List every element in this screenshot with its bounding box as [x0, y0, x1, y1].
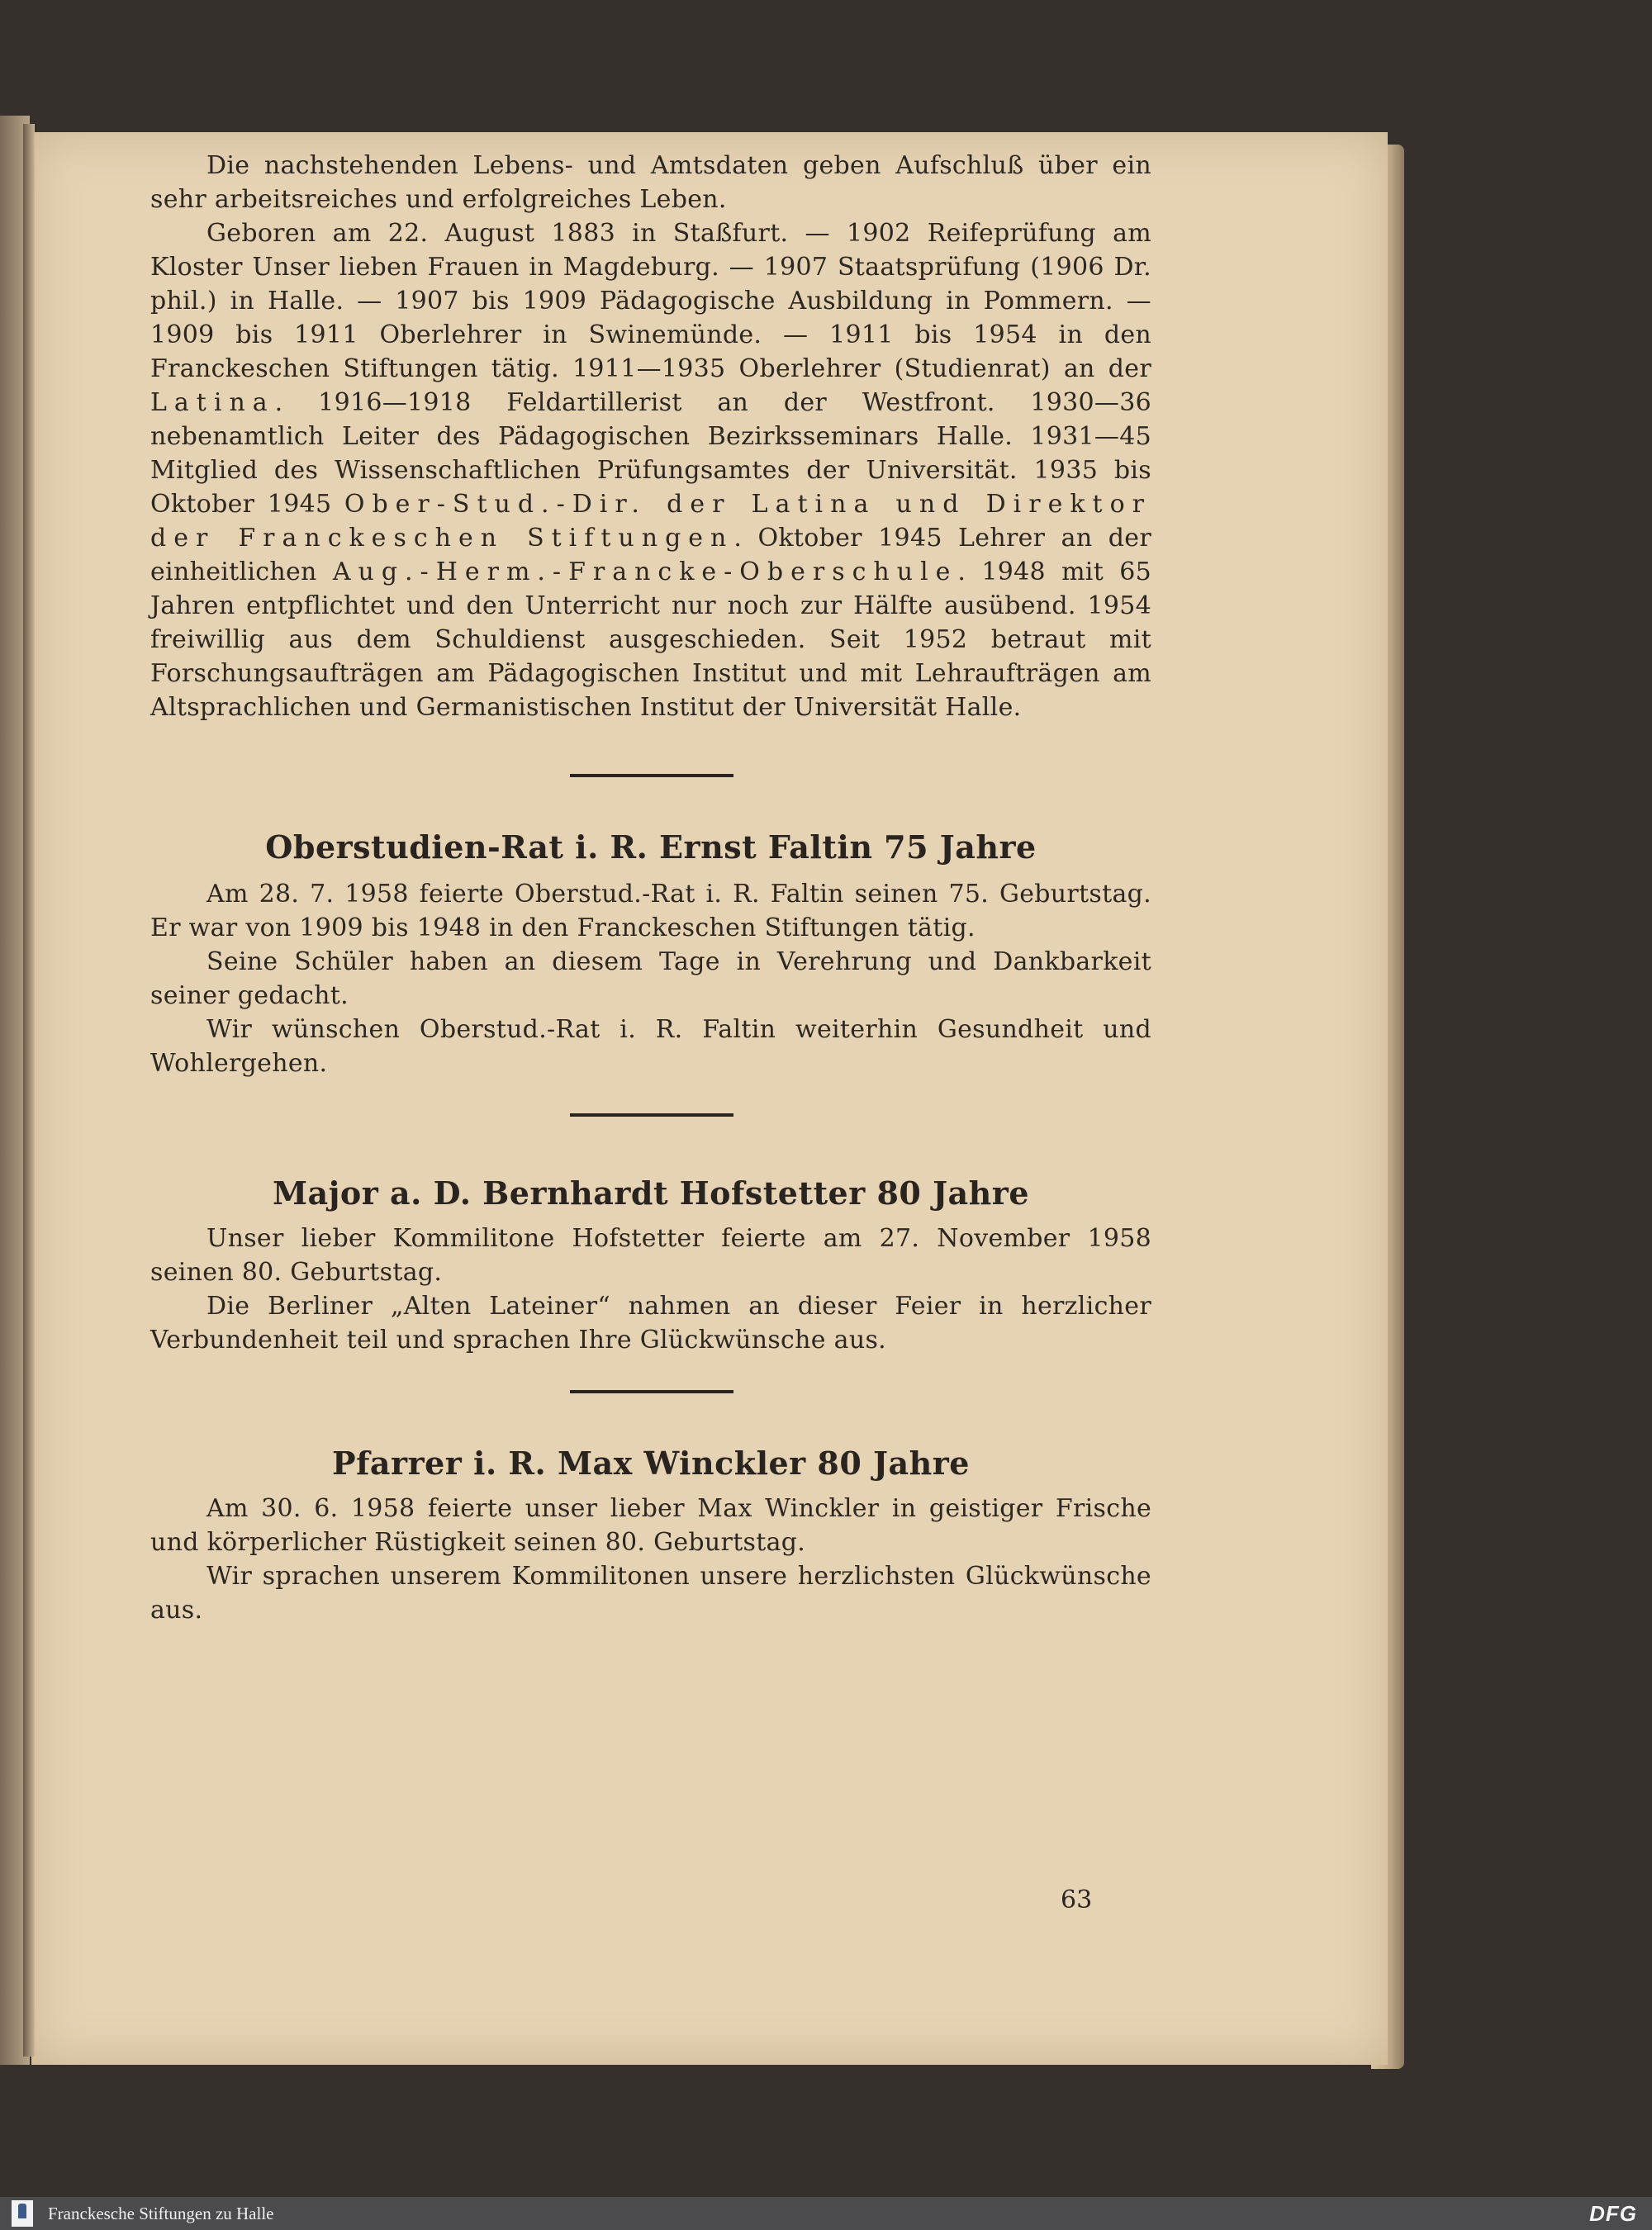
institution-logo-icon — [12, 2200, 33, 2227]
faltin-paragraph-2: Seine Schüler haben an diesem Tage in Verehrung und Dankbarkeit seiner gedacht. — [150, 947, 1151, 1010]
hofstetter-paragraph-1: Unser lieber Kommilitone Hofstetter feierte am 27. November 1958 seinen 80. Geburtstag. — [150, 1224, 1151, 1287]
page-number: 63 — [1061, 1886, 1093, 1914]
intro-paragraph: Die nachstehenden Lebens- und Amtsdaten geben Aufschluß über ein sehr arbeitsreiches und erfolgreiches Leben. — [150, 151, 1151, 214]
latina-spaced: Latina — [150, 388, 275, 417]
hofstetter-paragraph-2: Die Berliner „Alten Lateiner“ nahmen an dieser Feier in herzlicher Verbundenheit teil und sprachen Ihre Glückwünsche aus. — [150, 1292, 1151, 1355]
page-content — [150, 149, 1151, 1627]
biography-paragraph: Geboren am 22. August 1883 in Staßfurt. — 1902 Reifeprüfung am Kloster Unser lieben Frauen in Magdeburg. — 1907 Staatsprüfung (1906 Dr. phil.) in Halle. — 1907 bis 1909 Pädagogische Ausbildung in Pommern. — 1909 bis 1911 Oberlehrer in Swinemünde. — 1911 bis 1954 in den Franckeschen Stiftungen tätig. 1911—1935 Oberlehrer (Studienrat) an der Latina. 1916—1918 Feldartillerist an der Westfront. 1930—36 nebenamtlich Leiter des Pädagogischen Bezirksseminars Halle. 1931—45 Mitglied des Wissenschaftlichen Prüfungsamtes der Universität. 1935 bis Oktober 1945 Ober-Stud.-Dir. der Latina und Direktor der Franckeschen Stiftungen. Oktober 1945 Lehrer an der einheitlichen Aug.-Herm.-Francke-Oberschule. 1948 mit 65 Jahren entpflichtet und den Unterricht nur noch zur Hälfte ausübend. 1954 freiwillig aus dem Schuldienst ausgeschieden. Seit 1952 betraut mit Forschungsaufträgen am Pädagogischen Institut und mit Lehraufträgen am Altsprachlichen und Germanistischen Institut der Universität Halle. — [150, 219, 1151, 722]
section-divider — [570, 774, 733, 777]
heading-hofstetter: Major a. D. Bernhardt Hofstetter 80 Jahre — [272, 1174, 1030, 1212]
winckler-paragraph-2: Wir sprachen unserem Kommilitonen unsere herzlichsten Glückwünsche aus. — [150, 1562, 1151, 1625]
director-spaced: Ober-Stud.-Dir. der Latina und Direktor der Franckeschen Stiftungen — [150, 490, 1151, 553]
heading-winckler: Pfarrer i. R. Max Winckler 80 Jahre — [332, 1445, 970, 1482]
section-divider — [570, 1390, 733, 1393]
viewer-footer — [0, 2197, 1652, 2230]
dfg-logo: DFG — [1589, 2201, 1637, 2226]
school-spaced: Aug.-Herm.-Francke-Oberschule — [332, 558, 958, 586]
book-gutter — [23, 124, 35, 2057]
heading-faltin: Oberstudien-Rat i. R. Ernst Faltin 75 Jahre — [265, 828, 1037, 866]
institution-name: Franckesche Stiftungen zu Halle — [48, 2204, 274, 2223]
faltin-paragraph-3: Wir wünschen Oberstud.-Rat i. R. Faltin weiterhin Gesundheit und Wohlergehen. — [150, 1015, 1151, 1078]
winckler-paragraph-1: Am 30. 6. 1958 feierte unser lieber Max Winckler in geistiger Frische und körperlicher Rüstigkeit seinen 80. Geburtstag. — [150, 1494, 1151, 1557]
section-divider — [570, 1113, 733, 1117]
faltin-paragraph-1: Am 28. 7. 1958 feierte Oberstud.-Rat i. R. Faltin seinen 75. Geburtstag. Er war von 1909 bis 1948 in den Franckeschen Stiftungen tätig. — [150, 880, 1151, 942]
